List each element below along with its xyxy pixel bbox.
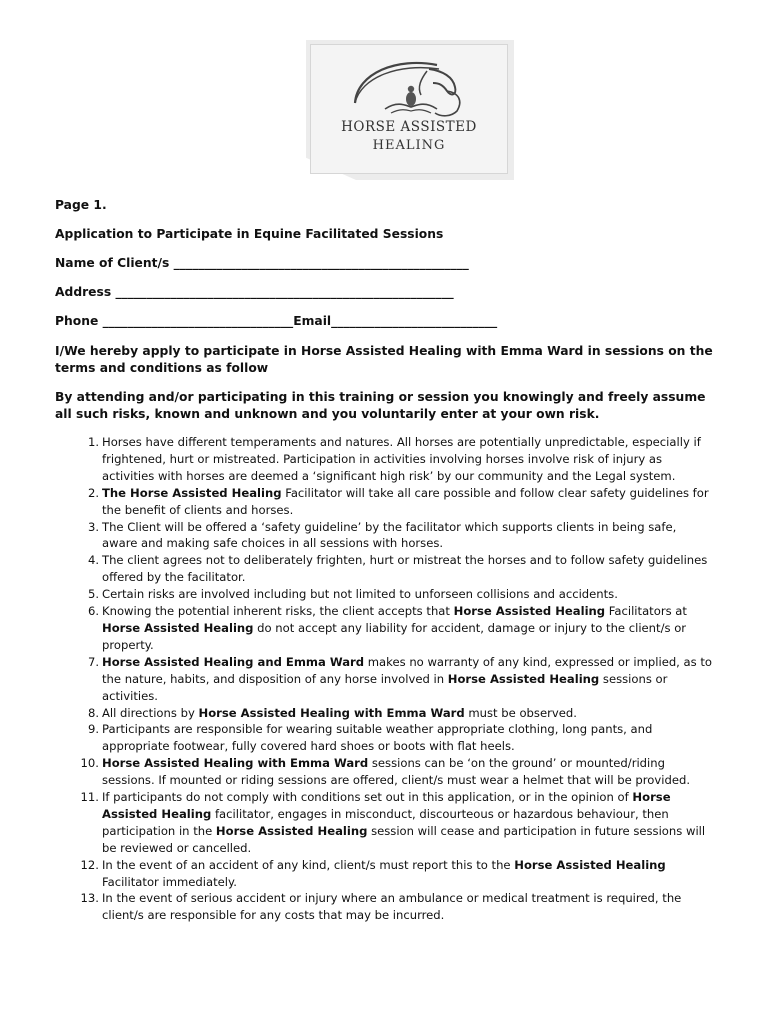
term-item [75, 586, 715, 603]
phone-label: Phone [55, 314, 99, 328]
term-number: 3. [87, 519, 99, 534]
logo-text-line2: HEALING [372, 138, 446, 153]
term-text: Participants are responsible for wearing suitable weather appropriate clothing, long pants, and appropriate footwear, fully covered hard shoes or boots with flat heels. [102, 722, 653, 754]
term-item [75, 755, 715, 789]
phone-blank[interactable]: _______________________________ [102, 314, 294, 328]
term-text: In the event of an accident of any kind, client/s must report this to the [102, 857, 515, 872]
name-label: Name of Client/s [55, 256, 170, 270]
term-number: 2. [87, 485, 99, 500]
term-text: The Client will be offered a ‘safety guideline’ by the facilitator which supports clients in being safe, aware and making safe choices in all sessions with horses. [102, 519, 677, 551]
name-blank[interactable]: ________________________________________________ [173, 256, 469, 270]
logo-card [310, 44, 508, 174]
term-number: 10. [80, 756, 99, 771]
term-item [75, 552, 715, 586]
term-item [75, 890, 715, 924]
term-number: 9. [87, 722, 99, 737]
term-text: Horses have different temperaments and natures. All horses are potentially unpredictable, especially if frightened, hurt or mistreated. Participation in activities involving horses involve risk of injury as activities with horses are deemed a ‘significant high risk’ by our community and the Legal system. [102, 435, 701, 483]
term-text: In the event of serious accident or injury where an ambulance or medical treatment is required, the client/s are responsible for any costs that may be incurred. [102, 891, 682, 923]
risk-statement: By attending and/or participating in this training or session you knowingly and freely assume all such risks, known and unknown and you voluntarily enter at your own risk. [55, 390, 706, 421]
term-number: 12. [80, 857, 99, 872]
term-text: Facilitator immediately. [102, 874, 237, 889]
term-emphasis: Horse Assisted Healing [447, 671, 600, 686]
term-text: Facilitators at [605, 604, 687, 619]
term-text: If participants do not comply with conditions set out in this application, or in the opinion of [102, 790, 633, 805]
term-emphasis: Horse Assisted Healing with Emma Ward [198, 705, 465, 720]
form-title: Application to Participate in Equine Facilitated Sessions [55, 227, 444, 241]
term-item [75, 789, 715, 857]
term-text: sessions or activities. [102, 671, 668, 703]
term-text: session will cease and participation in future sessions will be reviewed or cancelled. [102, 823, 706, 855]
term-item [75, 654, 715, 705]
term-emphasis: Horse Assisted Healing with Emma Ward [102, 756, 369, 771]
page-label: Page 1. [55, 198, 107, 212]
term-item [75, 705, 715, 722]
term-item [75, 857, 715, 891]
term-text: sessions can be ‘on the ground’ or mounted/riding sessions. If mounted or riding sessions are offered, client/s must wear a helmet that will be provided. [102, 756, 691, 788]
terms-list [75, 434, 715, 924]
term-text: The client agrees not to deliberately frighten, hurt or mistreat the horses and to follow safety guidelines offered by the facilitator. [102, 553, 708, 585]
term-emphasis: Horse Assisted Healing [102, 790, 671, 821]
horse-logo-icon [347, 53, 471, 119]
term-emphasis: Horse Assisted Healing [514, 857, 666, 872]
address-blank[interactable]: _______________________________________________________ [115, 285, 454, 299]
term-number: 13. [80, 891, 99, 906]
term-number: 4. [87, 553, 99, 568]
term-text: Knowing the potential inherent risks, the client accepts that [102, 604, 454, 619]
term-emphasis: Horse Assisted Healing and Emma Ward [102, 654, 365, 669]
term-number: 8. [87, 705, 99, 720]
term-emphasis: Horse Assisted Healing [453, 604, 606, 619]
term-number: 11. [80, 790, 99, 805]
term-text: Facilitator will take all care possible and follow clear safety guidelines for the benefit of clients and horses. [102, 485, 709, 517]
term-number: 6. [87, 604, 99, 619]
term-number: 5. [87, 587, 99, 602]
term-text: Certain risks are involved including but not limited to unforseen collisions and accidents. [102, 587, 618, 602]
logo [306, 40, 514, 180]
term-text: do not accept any liability for accident, damage or injury to the client/s or property. [102, 620, 687, 652]
term-number: 7. [87, 654, 99, 669]
term-item [75, 519, 715, 553]
logo-text-line1: HORSE ASSISTED [341, 119, 477, 135]
term-text: All directions by [102, 705, 199, 720]
term-emphasis: Horse Assisted Healing [102, 620, 254, 635]
address-field-row [55, 285, 454, 299]
term-text: facilitator, engages in misconduct, discourteous or hazardous behaviour, then participation in the [102, 806, 669, 838]
phone-email-row [55, 314, 497, 328]
term-emphasis: The Horse Assisted Healing [102, 485, 282, 500]
address-label: Address [55, 285, 112, 299]
email-label: Email [293, 314, 332, 328]
term-number: 1. [87, 435, 99, 449]
term-item [75, 485, 715, 519]
apply-statement: I/We hereby apply to participate in Horse Assisted Healing with Emma Ward in sessions on the terms and conditions as follow [55, 344, 713, 375]
email-blank[interactable]: ___________________________ [331, 314, 498, 328]
term-item [75, 721, 715, 755]
term-text: makes no warranty of any kind, expressed or implied, as to the nature, habits, and disposition of any horse involved in [102, 654, 713, 686]
term-item [75, 434, 715, 485]
name-field-row [55, 256, 469, 270]
term-text: must be observed. [464, 705, 577, 720]
term-emphasis: Horse Assisted Healing [215, 823, 368, 838]
term-item [75, 603, 715, 654]
